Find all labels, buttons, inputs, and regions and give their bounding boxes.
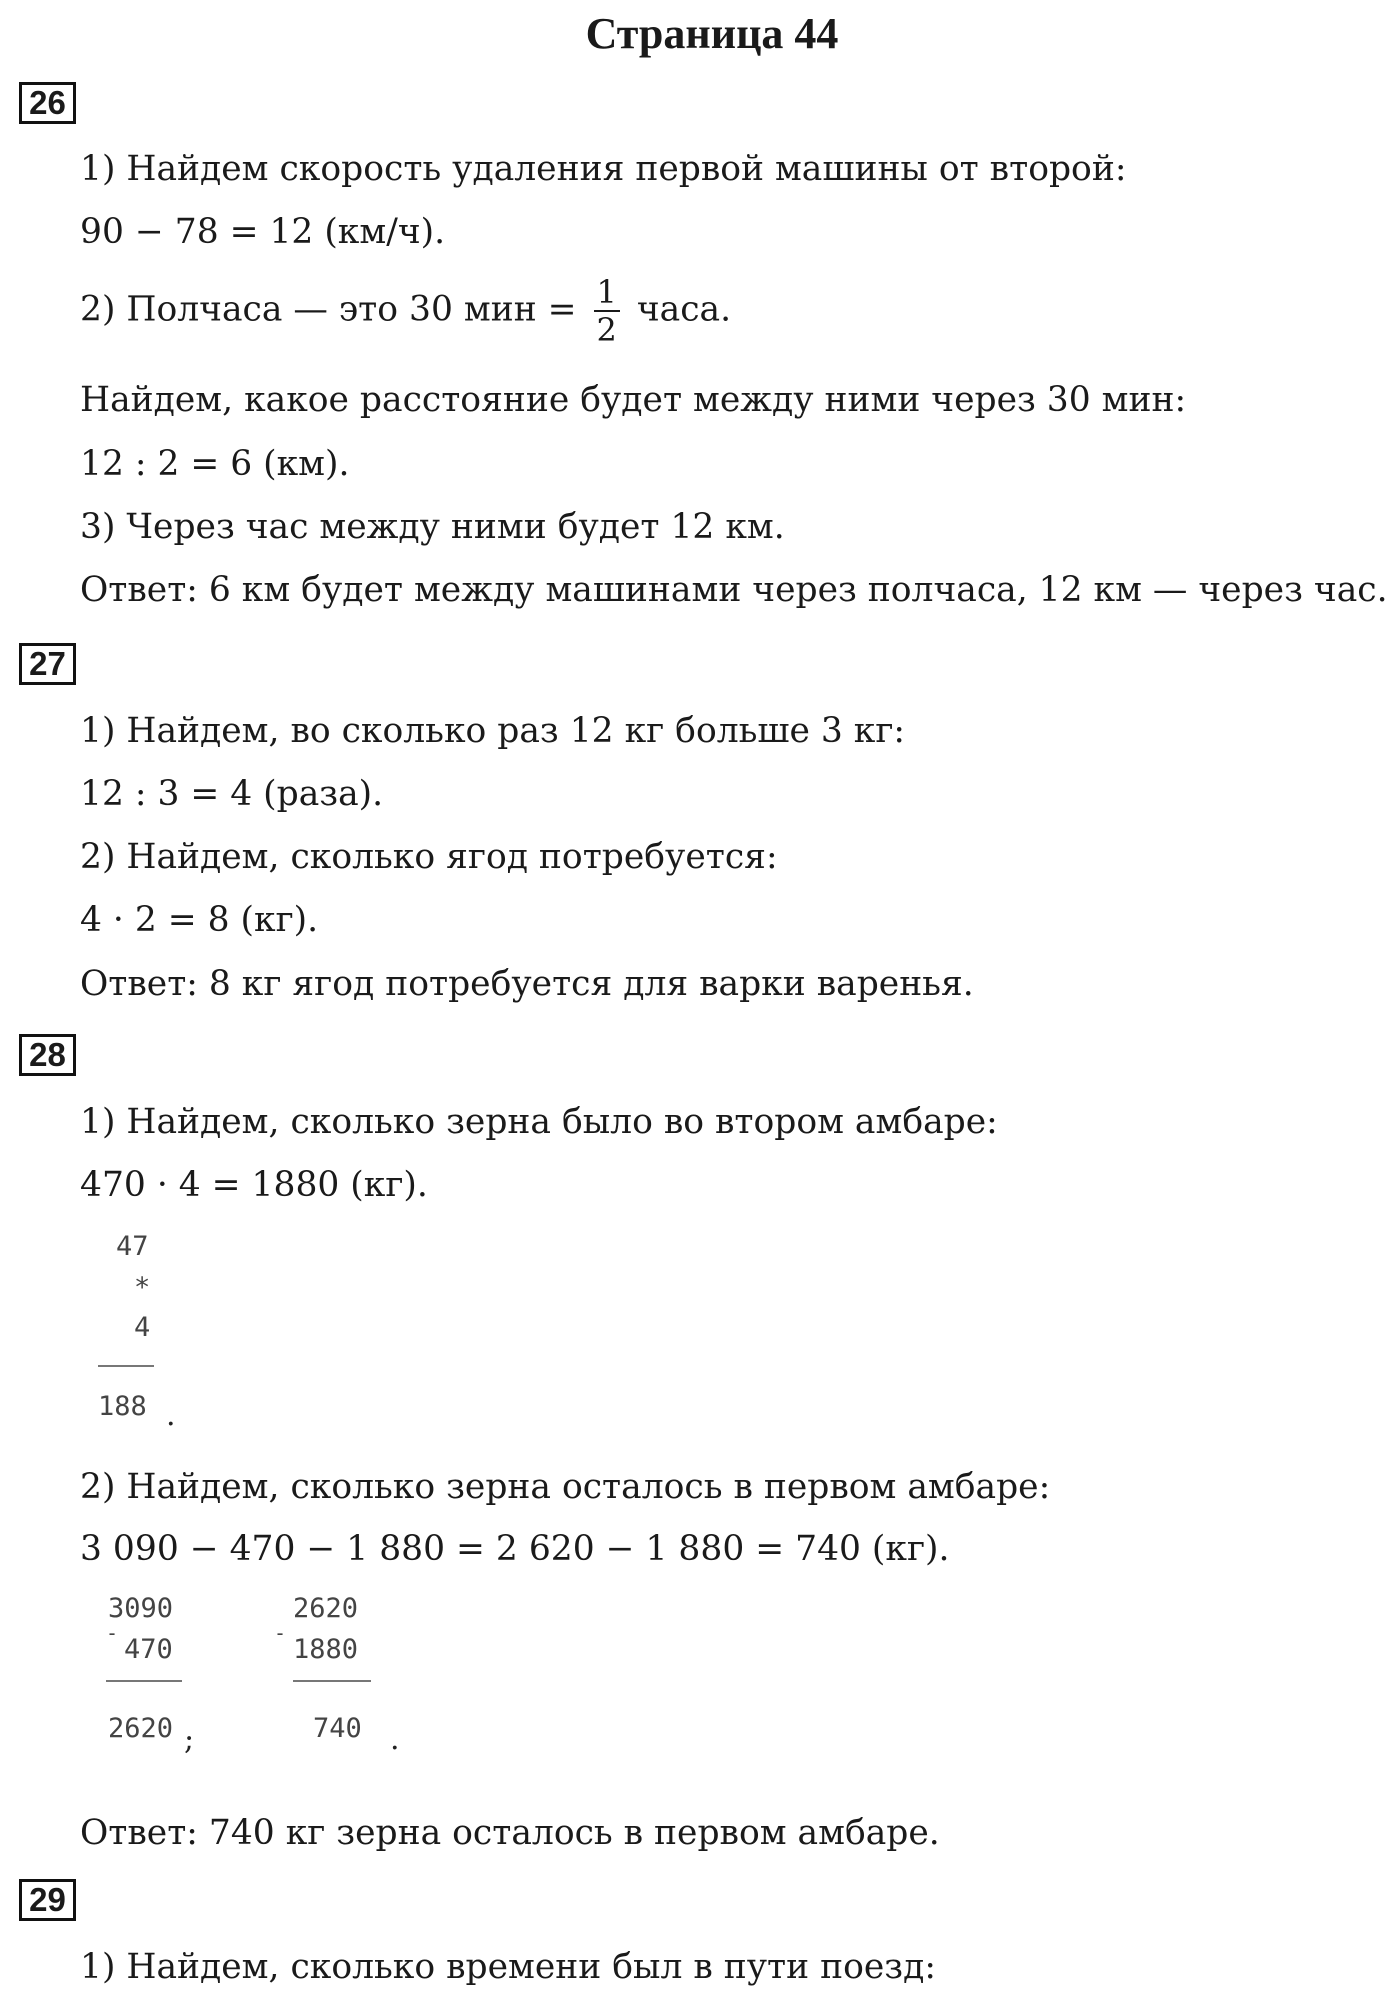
calc-operator: - [106,1621,119,1645]
calc-top: 2620 [293,1593,359,1624]
text-line: 1) Найдем, сколько времени был в пути поезд: [80,1947,936,1987]
text-fragment: часа. [636,289,732,330]
calc-rule [98,1365,154,1367]
text-fragment: 2) Полчаса — это 30 мин = [80,289,577,330]
text-line: 1) Найдем, сколько зерна было во втором амбаре: [80,1102,998,1142]
calc-result: 740 [313,1713,362,1744]
text-line: 1) Найдем скорость удаления первой машины от второй: [80,149,1127,189]
fraction-denominator: 2 [596,311,617,349]
text-line: 2) Найдем, сколько ягод потребуется: [80,837,778,877]
page-title: Страница 44 [585,9,839,58]
calc-end: . [390,1722,400,1757]
text-line: 12 : 3 = 4 (раза). [80,774,384,814]
answer-line: Ответ: 8 кг ягод потребуется для варки варенья. [80,964,974,1004]
task-number: 28 [19,1034,76,1076]
fraction-line [80,274,731,348]
calc-bottom: 1880 [293,1634,359,1665]
calc-top: 3090 [108,1593,174,1624]
task-number: 29 [19,1879,76,1921]
calc-end: . [166,1398,176,1433]
calc-operator: * [134,1272,151,1303]
calc-end: ; [184,1722,195,1757]
text-line: Найдем, какое расстояние будет между ними через 30 мин: [80,380,1187,420]
text-line: 90 − 78 = 12 (км/ч). [80,212,446,252]
text-line: 2) Найдем, сколько зерна осталось в первом амбаре: [80,1467,1051,1507]
task-number: 26 [19,82,76,124]
calc-rule [293,1680,371,1682]
calc-result: 188 [98,1391,147,1422]
text-line: 3) Через час между ними будет 12 км. [80,507,785,547]
calc-result: 2620 [108,1713,174,1744]
answer-line: Ответ: 740 кг зерна осталось в первом амбаре. [80,1813,940,1853]
calc-bottom: 4 [134,1312,151,1343]
text-line: 4 · 2 = 8 (кг). [80,900,319,940]
calc-bottom: 470 [124,1634,173,1665]
answer-line: Ответ: 6 км будет между машинами через полчаса, 12 км — через час. [80,570,1388,610]
text-line: 1) Найдем, во сколько раз 12 кг больше 3 кг: [80,711,906,751]
text-line: 470 · 4 = 1880 (кг). [80,1165,428,1205]
calc-top: 47 [116,1231,149,1262]
calc-rule [106,1680,182,1682]
calc-operator: - [274,1621,287,1645]
fraction [594,274,620,348]
text-line: 12 : 2 = 6 (км). [80,444,350,484]
task-number: 27 [19,643,76,685]
fraction-numerator: 1 [594,274,620,312]
text-line: 3 090 − 470 − 1 880 = 2 620 − 1 880 = 740 (кг). [80,1529,950,1569]
